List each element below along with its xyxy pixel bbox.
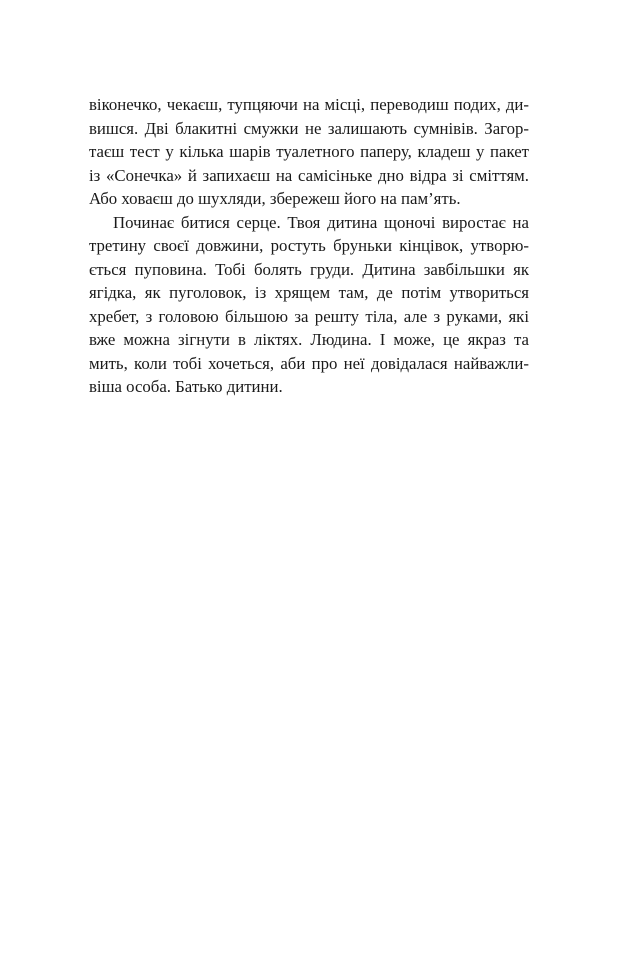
text-line: Починає битися серце. Твоя дитина щоночі виростає на — [113, 212, 529, 232]
text-line: віконечко, чекаєш, тупцяючи на місці, переводиш подих, ди- — [89, 95, 529, 114]
body-text — [89, 93, 529, 399]
paragraph-1 — [89, 93, 529, 211]
text-line: хребет, з головою більшою за решту тіла, але з руками, які — [89, 306, 529, 326]
text-line: вже можна зігнути в ліктях. Людина. І може, це якраз та — [89, 330, 529, 349]
text-line: із «Сонечка» й запихаєш на самісіньке дно відра зі сміттям. — [89, 165, 529, 185]
text-line: мить, коли тобі хочеться, аби про неї довідалася найважли- — [89, 353, 529, 373]
text-line: третину своєї довжини, ростуть бруньки кінцівок, утворю- — [89, 236, 529, 255]
text-line: таєш тест у кілька шарів туалетного паперу, кладеш у пакет — [89, 142, 529, 161]
text-line: віша особа. Батько дитини. — [89, 377, 283, 396]
text-line: ягідка, як пуголовок, із хрящем там, де потім утвориться — [89, 283, 529, 302]
paragraph-2 — [89, 211, 529, 399]
text-line: Або ховаєш до шухляди, збережеш його на пам’ять. — [89, 189, 461, 208]
text-line: вишся. Дві блакитні смужки не залишають сумнівів. Загор- — [89, 118, 529, 138]
text-line: ється пуповина. Тобі болять груди. Дитина завбільшки як — [89, 259, 529, 279]
